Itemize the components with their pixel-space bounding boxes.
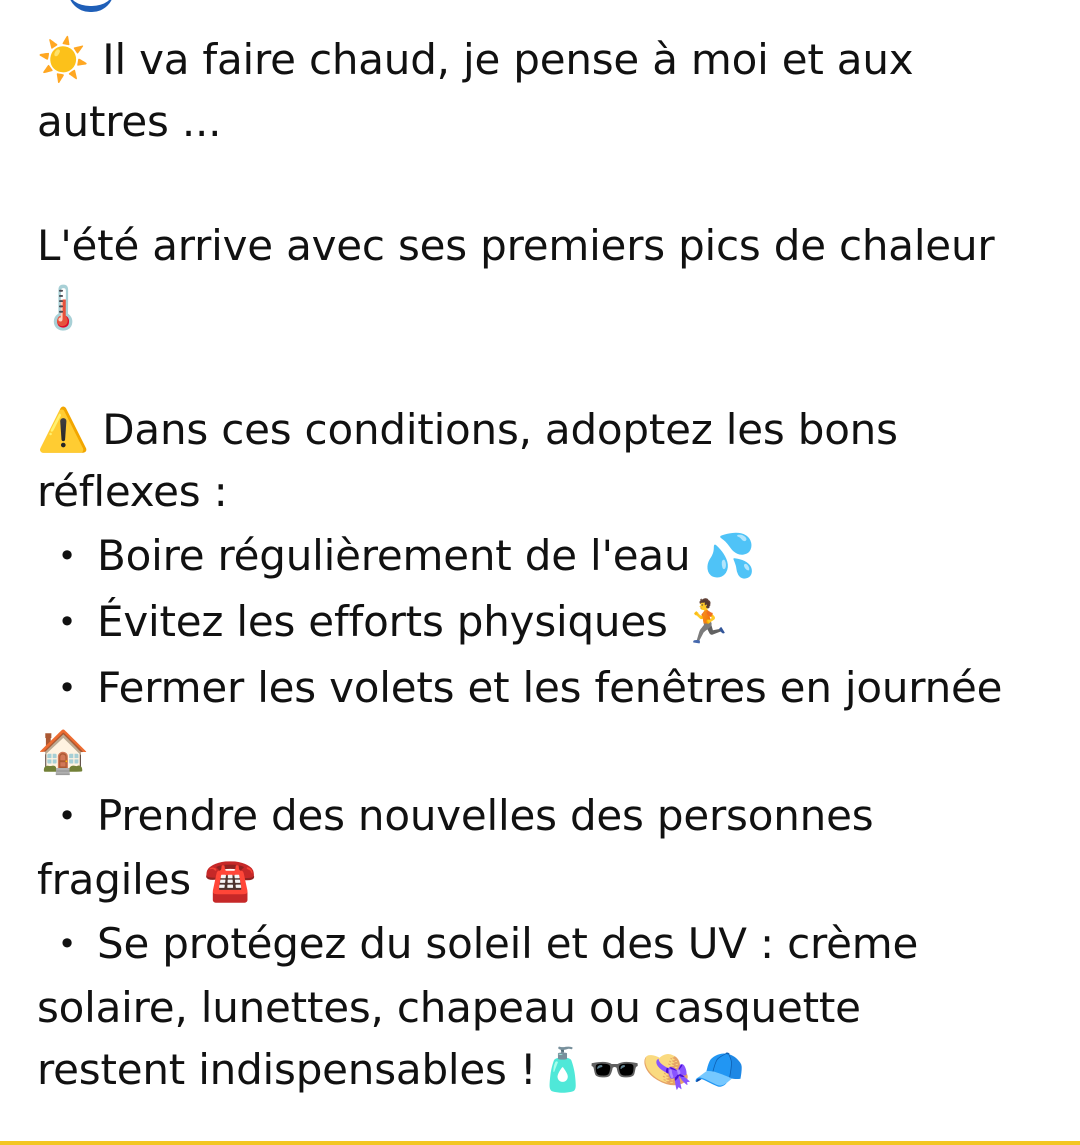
tip-text: Boire régulièrement de l'eau [97, 531, 691, 580]
warning-line-2: réflexes : [37, 467, 228, 516]
list-item-cont [37, 849, 1047, 911]
bullet: • [57, 797, 77, 835]
list-item-cont [37, 721, 1047, 783]
bullet: • [57, 537, 77, 575]
divider [0, 1141, 1080, 1145]
thermometer-icon: 🌡️ [37, 283, 90, 332]
warning-text: Dans ces conditions, adoptez les bons [102, 405, 898, 454]
post-title-text: Il va faire chaud, je pense à moi et aux [102, 35, 914, 84]
bullet: • [57, 669, 77, 707]
post-title-line-2: autres ... [37, 97, 222, 146]
post-title-line [37, 29, 1047, 91]
bullet: • [57, 925, 77, 963]
bullet: • [57, 603, 77, 641]
sun-icon: ☀️ [37, 35, 90, 84]
sun-protection-icons: 🧴🕶️👒🧢 [536, 1045, 745, 1094]
runner-icon: 🏃 [680, 597, 733, 646]
post-body [37, 29, 1047, 1101]
warning-icon: ⚠️ [37, 405, 90, 454]
tip-text-cont: restent indispensables ! [37, 1045, 537, 1094]
list-item-cont [37, 1039, 1047, 1101]
house-icon: 🏠 [37, 727, 90, 776]
avatar[interactable] [68, 0, 114, 12]
tip-text-cont: fragiles [37, 855, 191, 904]
warning-line [37, 399, 1047, 461]
list-item [37, 523, 1047, 589]
sweat-droplets-icon: 💦 [703, 531, 756, 580]
list-item [37, 589, 1047, 655]
tip-text: Prendre des nouvelles des personnes [97, 791, 874, 840]
telephone-icon: ☎️ [204, 855, 257, 904]
list-item [37, 783, 1047, 849]
tip-text: Évitez les efforts physiques [97, 597, 668, 646]
post-intro-line: L'été arrive avec ses premiers pics de chaleur [37, 221, 995, 270]
list-item [37, 655, 1047, 721]
list-item-cont: solaire, lunettes, chapeau ou casquette [37, 983, 861, 1032]
list-item [37, 911, 1047, 977]
tip-text: Se protégez du soleil et des UV : crème [97, 919, 919, 968]
tip-text: Fermer les volets et les fenêtres en journée [97, 663, 1003, 712]
post-intro-emoji-line [37, 277, 1047, 339]
